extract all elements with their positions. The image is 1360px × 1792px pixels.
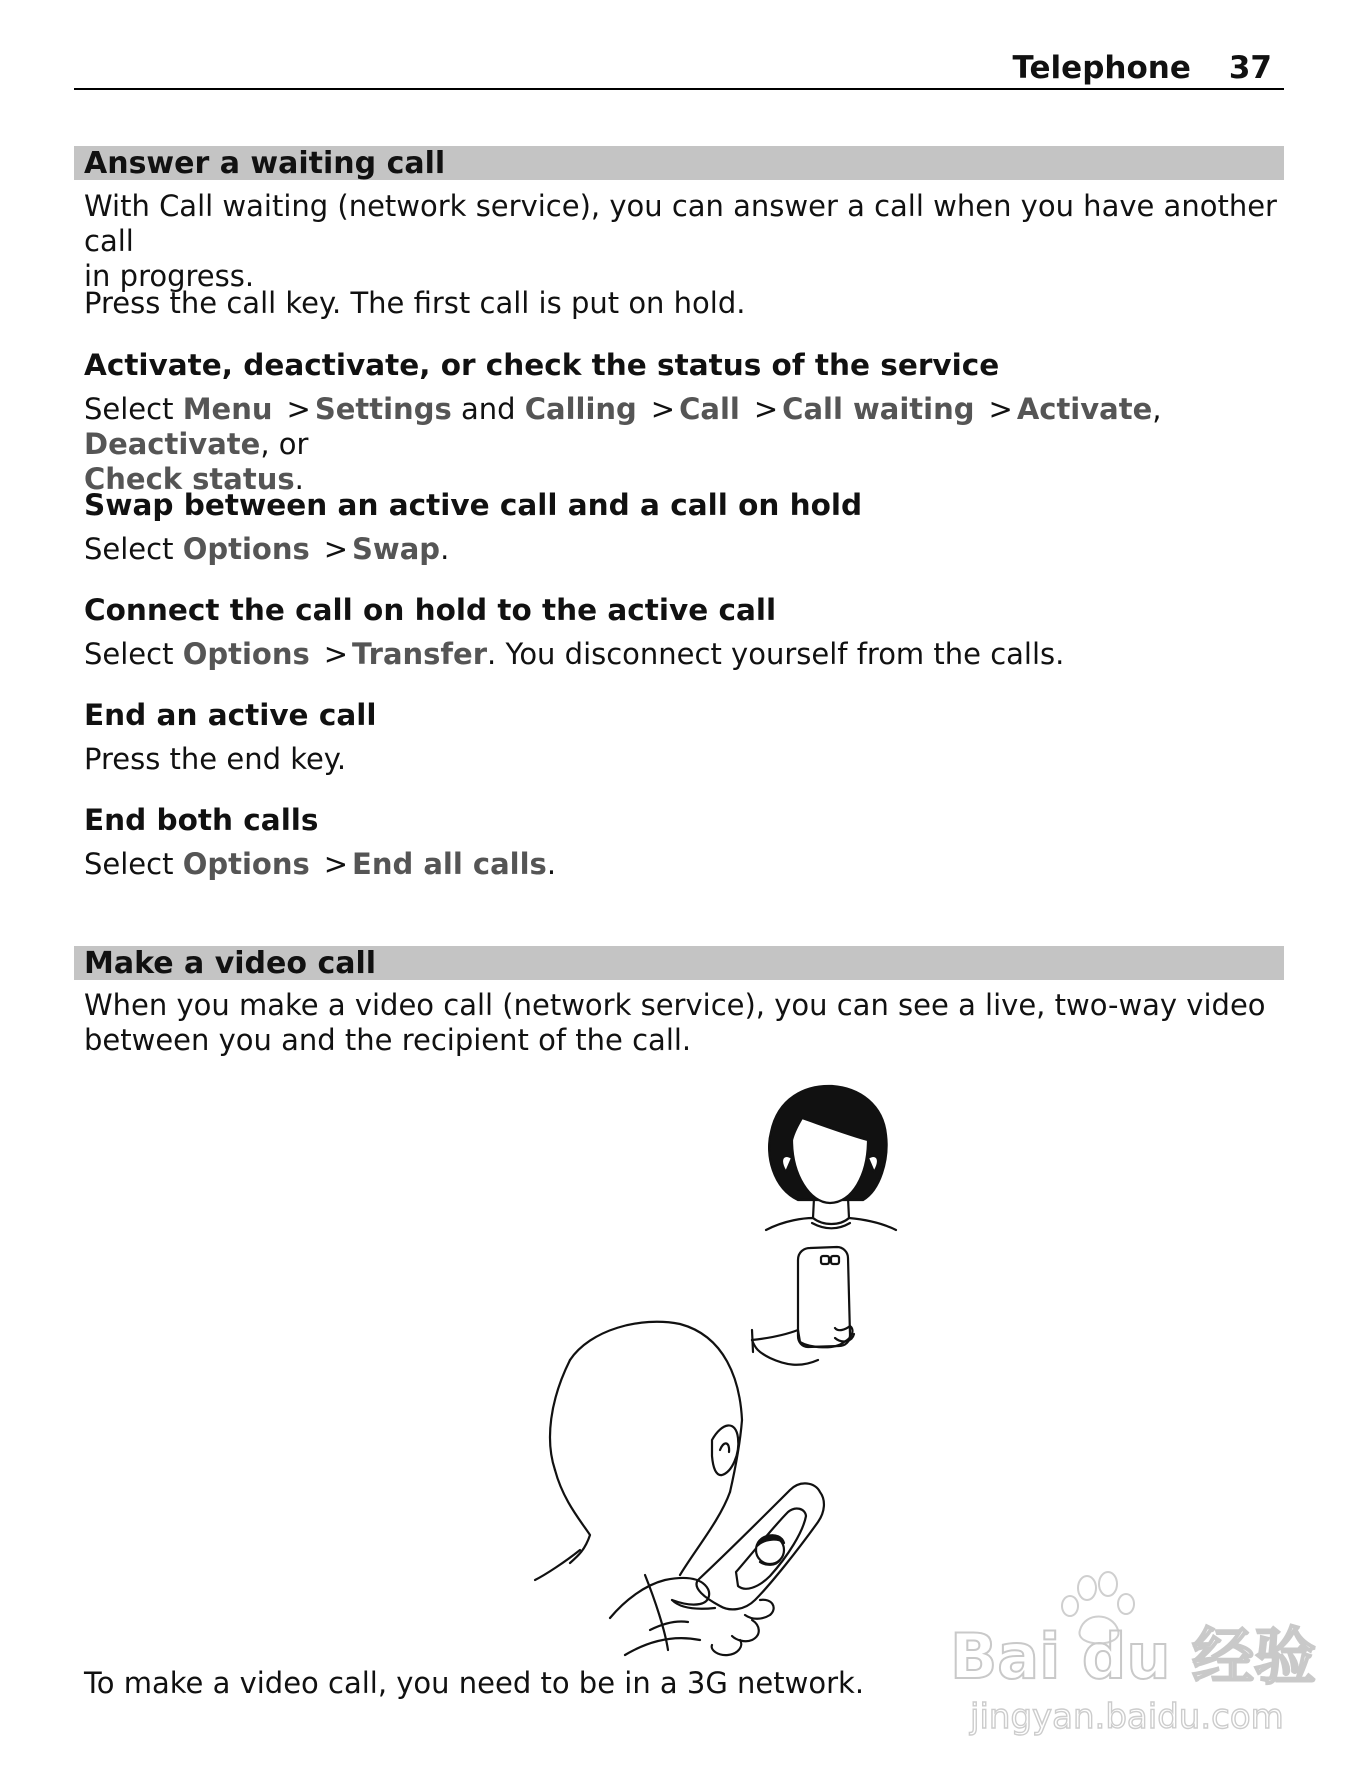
separator: > [323,532,349,566]
menu-item-menu: Menu [182,392,273,426]
video-intro-line2: between you and the recipient of the call. [84,1023,692,1057]
end-active-text: Press the end key. [84,742,347,776]
menu-item-activate: Activate [1016,392,1153,426]
select-word: Select [84,637,174,671]
separator: > [323,637,349,671]
menu-item-settings: Settings [314,392,452,426]
separator: > [323,847,349,881]
waiting-intro [84,189,1284,294]
waiting-intro-line1: With Call waiting (network service), you can answer a call when you have another call [84,189,1277,258]
separator: > [988,392,1013,426]
separator: > [650,392,676,426]
page-header [74,50,1284,90]
menu-item-check-status: Check status [84,462,295,496]
waiting-intro-line2: in progress. [84,259,255,293]
watermark-url: jingyan.baidu.com [970,1697,1284,1737]
swap-heading: Swap between an active call and a call on hold [84,488,863,522]
swap-instructions: Select Options > Swap. [84,532,450,566]
select-word: Select [84,847,174,881]
menu-item-call-waiting: Call waiting [782,392,975,426]
menu-item-options: Options [182,637,310,671]
connect-instructions [84,637,1284,672]
menu-item-options: Options [182,847,310,881]
activate-line2: Check status. [84,462,304,496]
video-intro [84,988,1284,1058]
menu-item-options: Options [182,532,310,566]
menu-item-end-all-calls: End all calls [352,847,547,881]
local-phone-hand-illustration [610,1483,824,1655]
page-number: 37 [1228,50,1272,86]
menu-item-transfer: Transfer [352,637,488,671]
activate-heading: Activate, deactivate, or check the status of the service [84,348,1000,382]
chapter-title: Telephone [1012,50,1191,86]
activate-instructions [84,392,1284,497]
menu-item-calling: Calling [524,392,637,426]
video-footer: To make a video call, you need to be in a 3G network. [84,1666,865,1700]
end-active-heading: End an active call [84,698,377,732]
remote-person-illustration [766,1086,896,1230]
activate-line1: Select Menu > Settings and Calling > Call > Call waiting > Activate, Deactivate, or [84,392,1162,461]
end-both-instructions: Select Options > End all calls. [84,847,557,881]
end-both-heading: End both calls [84,803,319,837]
connect-tail: . You disconnect yourself from the calls. [487,637,1065,671]
separator: > [753,392,779,426]
menu-item-call: Call [679,392,740,426]
menu-item-deactivate: Deactivate [84,427,261,461]
select-word: Select [84,532,174,566]
waiting-press: Press the call key. The first call is put on hold. [84,286,746,320]
separator: > [286,392,311,426]
and-word: and [460,392,516,426]
section-title-video-call: Make a video call [74,946,1284,980]
or-word: or [278,427,309,461]
section-title-waiting-call: Answer a waiting call [74,146,1284,180]
select-word: Select [84,392,174,426]
video-call-illustration [440,1080,1000,1660]
menu-item-swap: Swap [352,532,441,566]
connect-heading: Connect the call on hold to the active call [84,593,777,627]
baidu-watermark [940,1570,1317,1750]
remote-phone-hand-illustration [752,1247,854,1365]
video-intro-line1: When you make a video call (network service), you can see a live, two-way video [84,988,1266,1022]
watermark-brand: Bai du 经验 [950,1620,1317,1693]
header-text [1013,50,1273,86]
